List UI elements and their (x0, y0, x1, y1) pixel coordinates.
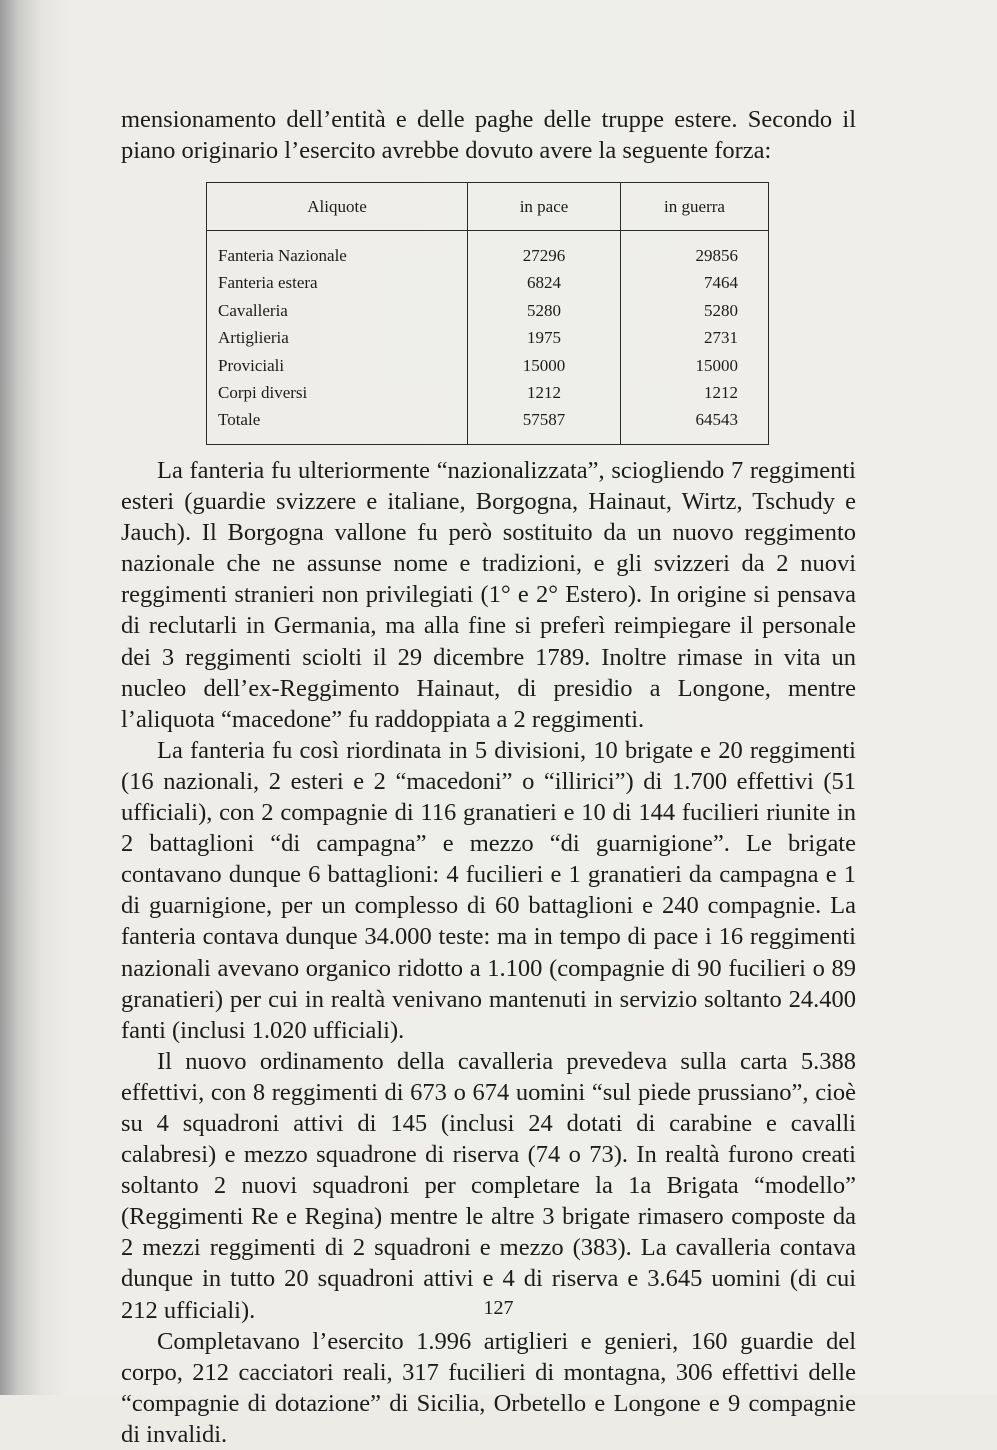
row-label: Fanteria Nazionale (207, 231, 468, 270)
intro-paragraph (121, 104, 856, 166)
page-number: 127 (483, 1297, 514, 1319)
paragraph: Il nuovo ordinamento della cavalleria prevedeva sulla carta 5.388 effettivi, con 8 reggimenti di 673 o 674 uomini “sul piede prussiano”, cioè su 4 squadroni attivi di 145 (inclusi 24 dotati di carabine e cavalli calabresi) e mezzo squadrone di riserva (74 o 73). In realtà furono creati soltanto 2 nuovi squadroni per completare la 1a Brigata “modello” (Reggimenti Re e Regina) mentre le altre 3 brigate rimasero composte da 2 mezzi reggimenti di 2 squadroni e mezzo (383). La cavalleria contava dunque in tutto 20 squadroni attivi e 4 di riserva e 3.645 uomini (di cui 212 ufficiali). (121, 1047, 856, 1324)
row-pace: 27296 (468, 231, 621, 270)
row-pace: 15000 (468, 352, 621, 379)
table-row (207, 352, 769, 379)
row-label: Cavalleria (207, 297, 468, 324)
table-row (207, 379, 769, 406)
header-aliquote: Aliquote (207, 183, 468, 231)
header-in-guerra: in guerra (621, 183, 769, 231)
row-pace: 1975 (468, 324, 621, 351)
army-strength-table (206, 182, 769, 445)
row-guerra: 29856 (621, 231, 769, 270)
paragraph: Completavano l’esercito 1.996 artiglieri e genieri, 160 guardie del corpo, 212 cacciatori reali, 317 fucilieri di montagna, 306 effettivi delle “compagnie di dotazione” di Sicilia, Orbetello e Longone e 9 compagnie di invalidi. (121, 1327, 856, 1448)
row-pace: 57587 (468, 406, 621, 444)
row-guerra: 5280 (621, 297, 769, 324)
row-guerra: 7464 (621, 269, 769, 296)
header-in-pace: in pace (468, 183, 621, 231)
table-row (207, 269, 769, 296)
row-guerra: 64543 (621, 406, 769, 444)
table-row (207, 324, 769, 351)
row-pace: 6824 (468, 269, 621, 296)
table-header-row (207, 183, 769, 231)
row-label: Corpi diversi (207, 379, 468, 406)
row-guerra: 15000 (621, 352, 769, 379)
row-guerra: 2731 (621, 324, 769, 351)
row-label: Artiglieria (207, 324, 468, 351)
table-row (207, 231, 769, 270)
table-row (207, 297, 769, 324)
intro-text: mensionamento dell’entità e delle paghe delle truppe estere. Secondo il piano originario l’esercito avrebbe dovuto avere la seguente forza: (121, 106, 856, 164)
row-label: Fanteria estera (207, 269, 468, 296)
paragraph: La fanteria fu così riordinata in 5 divisioni, 10 brigate e 20 reggimenti (16 nazionali, 2 esteri e 2 “macedoni” o “illirici”) di 1.700 effettivi (51 ufficiali), con 2 compagnie di 116 granatieri e 10 di 144 fucilieri riunite in 2 battaglioni “di campagna” e mezzo “di guarnigione”. Le brigate contavano dunque 6 battaglioni: 4 fucilieri e 1 granatieri da campagna e 1 di guarnigione, per un complesso di 60 battaglioni e 240 compagnie. La fanteria contava dunque 34.000 teste: ma in tempo di pace i 16 reggimenti nazionali avevano organico ridotto a 1.100 (compagnie di 90 fucilieri o 89 granatieri) per cui in realtà venivano mantenuti in servizio soltanto 24.400 fanti (inclusi 1.020 ufficiali). (121, 736, 856, 1044)
paragraph: La fanteria fu ulteriormente “nazionalizzata”, sciogliendo 7 reggimenti esteri (guardie svizzere e italiane, Borgogna, Hainaut, Wirtz, Tschudy e Jauch). Il Borgogna vallone fu però sostituito da un nuovo reggimento nazionale che ne assunse nome e tradizioni, e gli svizzeri da 2 nuovi reggimenti stranieri non privilegiati (1° e 2° Estero). In origine si pensava di reclutarli in Germania, ma alla fine si preferì reimpiegare il personale dei 3 reggimenti sciolti il 29 dicembre 1789. Inoltre rimase in vita un nucleo dell’ex-Reggimento Hainaut, di presidio a Longone, mentre l’aliquota “macedone” fu raddoppiata a 2 reggimenti. (121, 457, 856, 733)
row-label: Totale (207, 406, 468, 444)
row-guerra: 1212 (621, 379, 769, 406)
row-pace: 5280 (468, 297, 621, 324)
row-pace: 1212 (468, 379, 621, 406)
row-label: Proviciali (207, 352, 468, 379)
table-row-total (207, 406, 769, 444)
